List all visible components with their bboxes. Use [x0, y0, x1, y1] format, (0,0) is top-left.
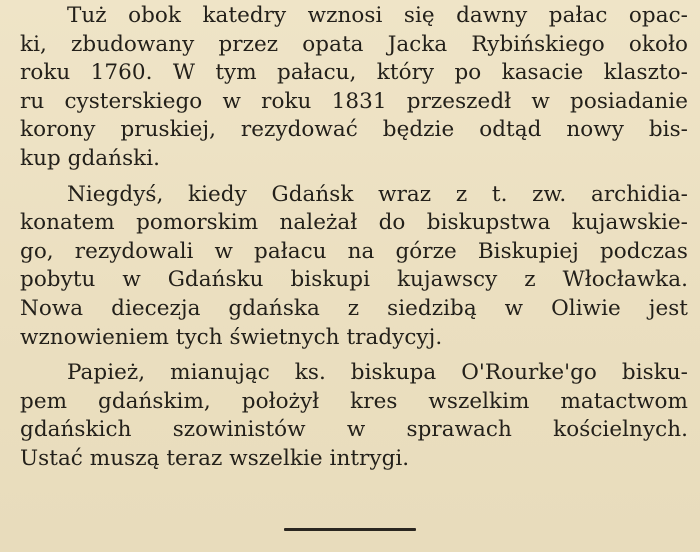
text-line: roku 1760. W tym pałacu, który po kasacie klaszto-: [20, 60, 688, 86]
text-line: gdańskich szowinistów w sprawach kościelnych.: [20, 417, 688, 443]
article-column: [20, 2, 688, 481]
text-line: Nowa diecezja gdańska z siedzibą w Oliwie jest: [20, 295, 688, 321]
paragraph-3: [20, 359, 688, 473]
paragraph-1: [20, 2, 688, 174]
text-line: Papież, mianując ks. biskupa O'Rourke'go bisku-: [67, 360, 688, 386]
text-line: wznowieniem tych świetnych tradycyj.: [20, 324, 443, 350]
text-line: konatem pomorskim należał do biskupstwa kujawskie-: [20, 210, 688, 236]
text-line: ki, zbudowany przez opata Jacka Rybińskiego około: [20, 31, 688, 57]
section-divider-rule: [284, 528, 416, 531]
text-line: Tuż obok katedry wznosi się dawny pałac opac-: [67, 3, 688, 28]
text-line: go, rezydowali w pałacu na górze Biskupiej podczas: [20, 238, 688, 264]
text-line: Niegdyś, kiedy Gdańsk wraz z t. zw. archidia-: [67, 181, 688, 207]
text-line: pem gdańskim, położył kres wszelkim matactwom: [20, 388, 688, 414]
text-line: pobytu w Gdańsku biskupi kujawscy z Włocławka.: [20, 267, 688, 293]
paragraph-2: [20, 181, 688, 353]
text-line: Ustać muszą teraz wszelkie intrygi.: [20, 445, 410, 471]
text-line: korony pruskiej, rezydować będzie odtąd nowy bis-: [20, 117, 688, 143]
text-line: kup gdański.: [20, 145, 161, 171]
text-line: ru cysterskiego w roku 1831 przeszedł w posiadanie: [20, 88, 688, 114]
